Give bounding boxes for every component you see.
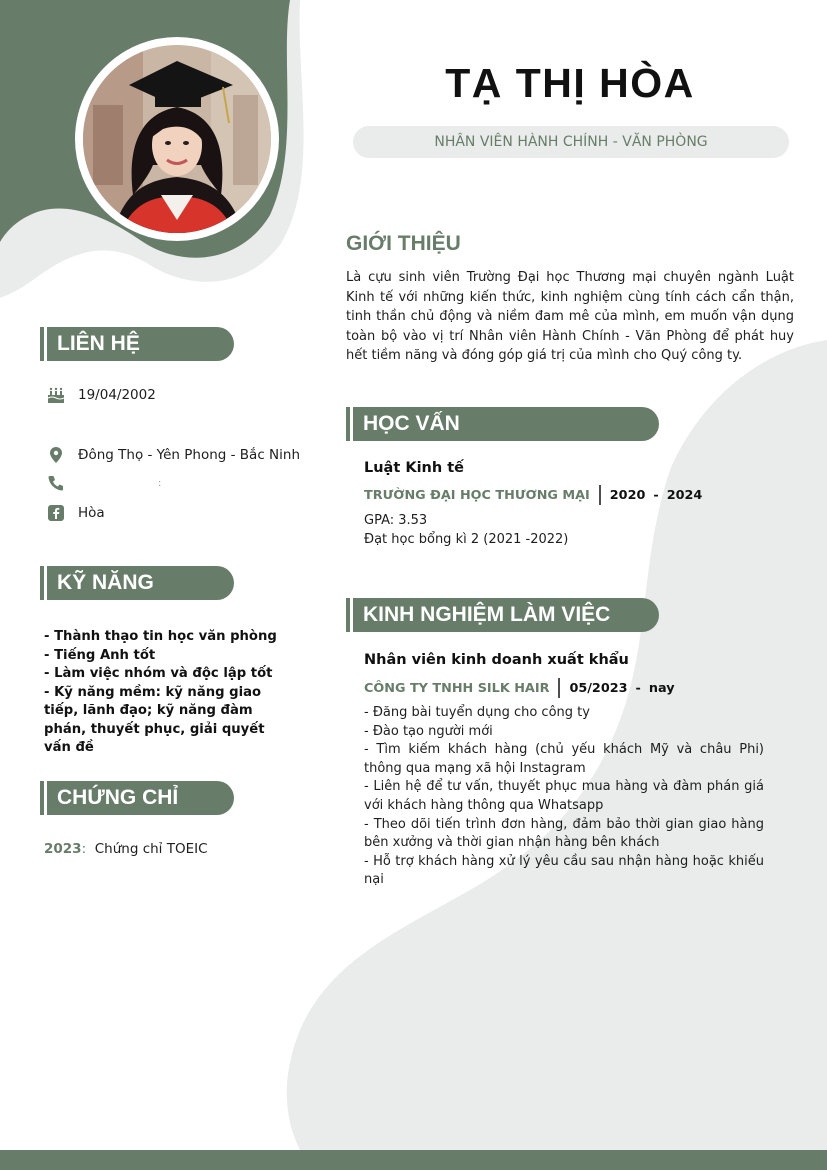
experience-heading-label: KINH NGHIỆM LÀM VIỆC <box>363 603 611 626</box>
experience-company: CÔNG TY TNHH SILK HAIR <box>364 680 550 696</box>
duty-item: - Đào tạo người mới <box>364 723 493 739</box>
profile-photo <box>83 45 271 233</box>
facebook-icon[interactable] <box>47 504 65 522</box>
certificate-year: 2023 <box>44 841 82 857</box>
skills-heading-label: KỸ NĂNG <box>57 571 154 594</box>
experience-position: Nhân viên kinh doanh xuất khẩu <box>364 652 629 668</box>
location-pin-icon <box>47 446 65 464</box>
skill-item: - Tiếng Anh tốt <box>44 647 156 663</box>
job-title: NHÂN VIÊN HÀNH CHÍNH - VĂN PHÒNG <box>434 134 708 150</box>
skill-item: - Kỹ năng mềm: kỹ năng giao tiếp, lãnh đạo; kỹ năng đàm phán, thuyết phục, giải quyết vấn đề <box>44 684 265 755</box>
contact-heading-label: LIÊN HỆ <box>57 332 140 355</box>
cake-icon <box>47 386 65 404</box>
education-end: 2024 <box>666 487 703 503</box>
certificates-heading-label: CHỨNG CHỈ <box>57 786 179 809</box>
education-details <box>364 512 568 549</box>
birthday-value: 19/04/2002 <box>78 387 156 403</box>
certificates-heading <box>40 781 234 815</box>
duty-item: - Theo dõi tiến trình đơn hàng, đảm bảo thời gian giao hàng bên xưởng và thời gian nhận hàng bên khách <box>364 816 764 851</box>
divider <box>599 485 601 505</box>
intro-text: Là cựu sinh viên Trường Đại học Thương mại chuyên ngành Luật Kinh tế với những kiến thức, kinh nghiệm cùng tính cách cẩn thận, tinh thần chủ động và niềm đam mê của mình, em muốn vận dụng toàn bộ vào vị trí Nhân viên Hành Chính - Văn Phòng để phát huy hết tiềm năng và đóng góp giá trị của mình cho Quý công ty. <box>346 270 794 364</box>
contact-heading <box>40 327 234 361</box>
education-detail: Đạt học bổng kì 2 (2021 -2022) <box>364 531 569 547</box>
education-dash: - <box>653 487 659 503</box>
certificate-name: Chứng chỉ TOEIC <box>94 841 208 857</box>
phone-value: : <box>158 477 162 489</box>
education-detail: GPA: 3.53 <box>364 513 428 528</box>
duty-item: - Liên hệ để tư vấn, thuyết phục mua hàng và đàm phán giá với khách hàng thông qua Whatsapp <box>364 779 764 813</box>
experience-end: nay <box>648 680 675 696</box>
job-title-badge <box>353 126 789 158</box>
intro-heading: GIỚI THIỆU <box>346 232 461 255</box>
experience-dash: - <box>635 680 641 696</box>
skills-heading <box>40 566 234 600</box>
education-heading <box>346 407 659 441</box>
contact-address-row <box>47 446 300 464</box>
candidate-name: TẠ THỊ HÒA <box>445 60 695 106</box>
education-start: 2020 <box>609 487 646 503</box>
skills-list <box>44 628 294 758</box>
phone-icon <box>47 474 65 492</box>
experience-start: 05/2023 <box>569 680 628 696</box>
footer-bar <box>0 1150 827 1170</box>
experience-duties <box>364 704 764 890</box>
duty-item: - Hỗ trợ khách hàng xử lý yêu cầu sau nhận hàng hoặc khiếu nại <box>364 853 764 888</box>
address-value: Đông Thọ - Yên Phong - Bắc Ninh <box>78 447 301 463</box>
education-heading-label: HỌC VẤN <box>363 412 460 435</box>
education-meta <box>364 485 702 505</box>
education-school: TRƯỜNG ĐẠI HỌC THƯƠNG MẠI <box>364 487 590 503</box>
duty-item: - Đăng bài tuyển dụng cho công ty <box>364 705 590 720</box>
profile-photo-frame <box>72 34 282 244</box>
skill-item: - Thành thạo tin học văn phòng <box>44 629 277 644</box>
experience-meta <box>364 678 675 698</box>
certificate-item: 2023: Chứng chỉ TOEIC <box>44 841 208 857</box>
experience-heading <box>346 598 659 632</box>
contact-facebook-row <box>47 504 105 522</box>
contact-phone-row <box>47 474 161 492</box>
contact-birthday-row <box>47 386 156 404</box>
divider <box>558 678 560 698</box>
facebook-value[interactable]: Hòa <box>78 505 105 521</box>
education-major: Luật Kinh tế <box>364 460 464 476</box>
skill-item: - Làm việc nhóm và độc lập tốt <box>44 666 273 681</box>
duty-item: - Tìm kiếm khách hàng (chủ yếu khách Mỹ và châu Phi) thông qua mạng xã hội Instagram <box>364 742 764 776</box>
